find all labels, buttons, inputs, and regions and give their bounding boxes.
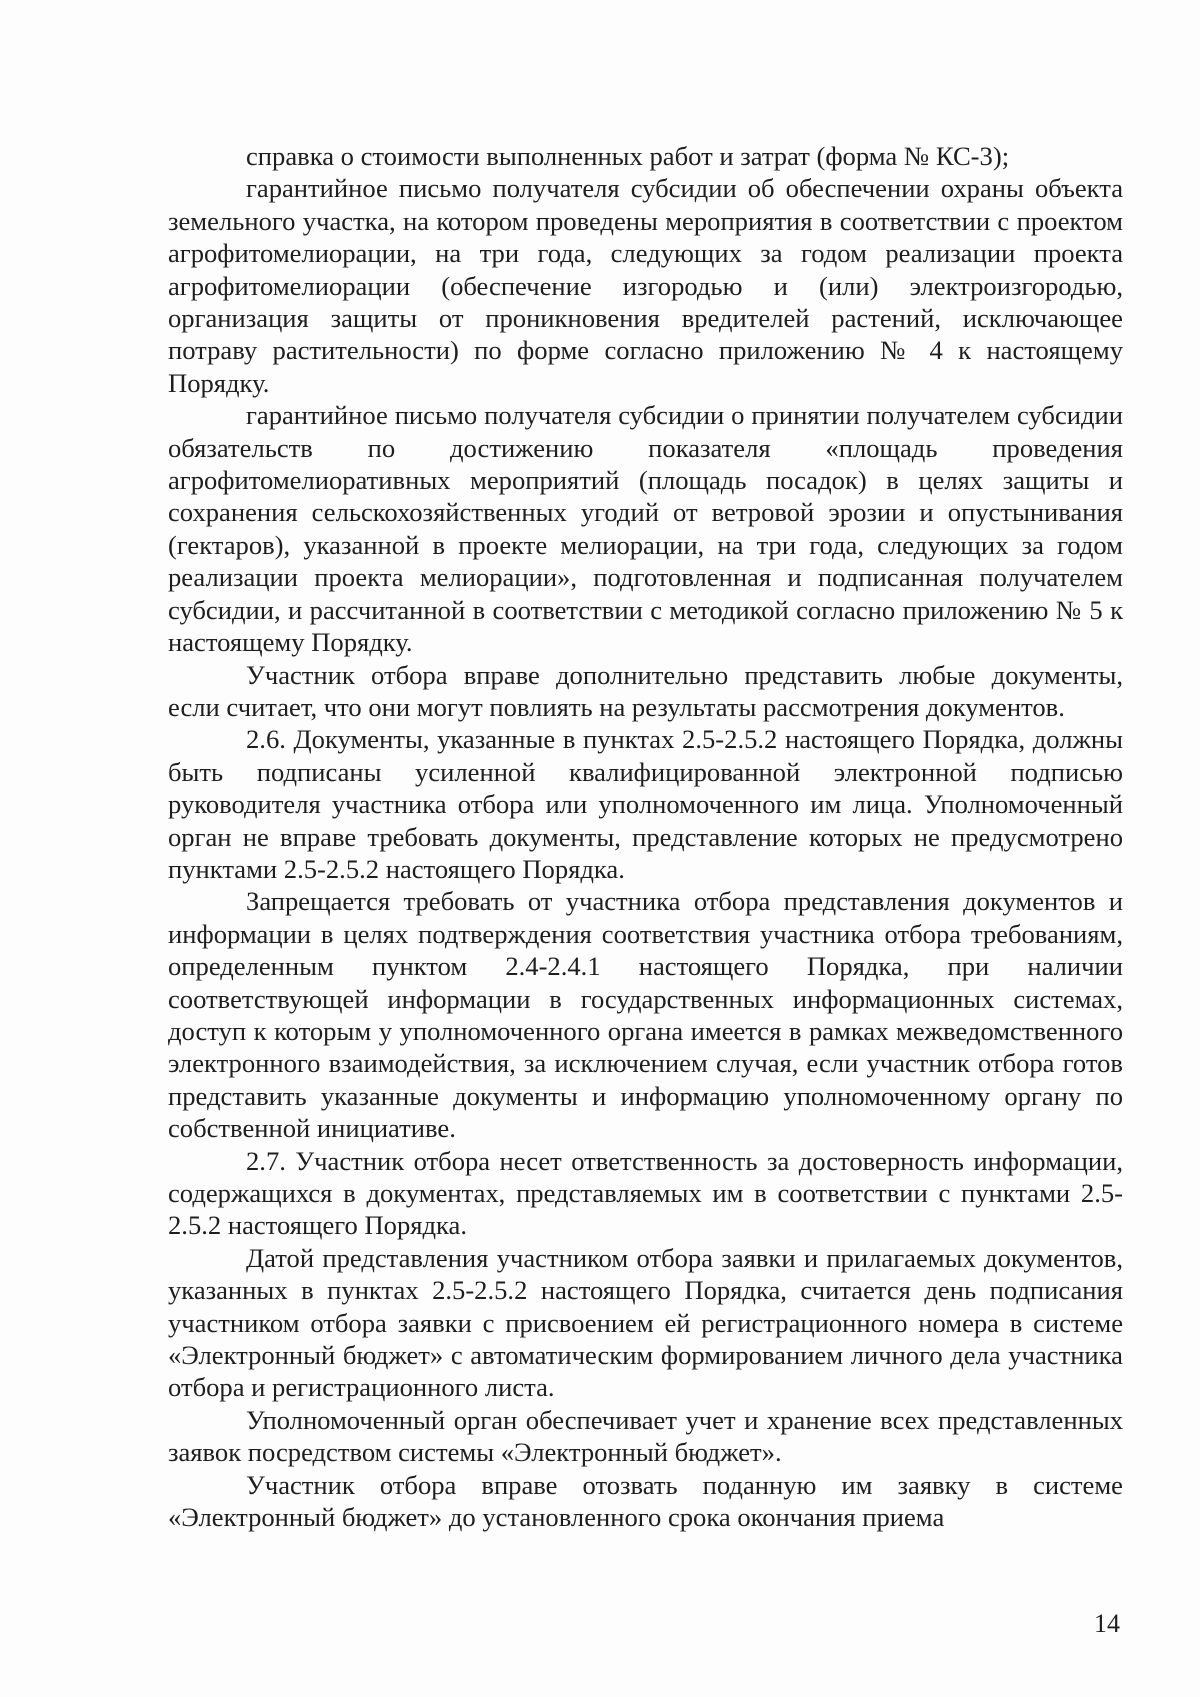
paragraph-prohibition: Запрещается требовать от участника отбора представления документов и информации в целях подтверждения соответствия участника отбора требованиям, определенным пунктом 2.4-2.4.1 настоящего Порядка, при наличии соответствующей информации в государственных информационных системах, доступ к которым у уполномоченного органа имеется в рамках межведомственного электронного взаимодействия, за исключением случая, если участник отбора готов представить указанные документы и информацию уполномоченному органу по собственной инициативе.: [168, 886, 1123, 1144]
paragraph-submission-date: Датой представления участником отбора заявки и прилагаемых документов, указанных в пунктах 2.5-2.5.2 настоящего Порядка, считается день подписания участником отбора заявки с присвоением ей регистрационного номера в системе «Электронный бюджет» с автоматическим формированием личного дела участника отбора и регистрационного листа.: [168, 1242, 1123, 1403]
paragraph-guarantee-letter-protection: гарантийное письмо получателя субсидии об обеспечении охраны объекта земельного участка, на котором проведены мероприятия в соответствии с проектом агрофитомелиорации, на три года, следующих за годом реализации проекта агрофитомелиорации (обеспечение изгородью и (или) электроизгородью, организация защиты от проникновения вредителей растений, исключающее потраву растительности) по форме согласно приложению № 4 к настоящему Порядку.: [168, 173, 1123, 398]
paragraph-withdrawal: Участник отбора вправе отозвать поданную им заявку в системе «Электронный бюджет» до установленного срока окончания приема: [168, 1469, 1123, 1533]
paragraph-section-2-7: 2.7. Участник отбора несет ответственность за достоверность информации, содержащихся в документах, представляемых им в соответствии с пунктами 2.5-2.5.2 настоящего Порядка.: [168, 1145, 1123, 1241]
paragraph-storage: Уполномоченный орган обеспечивает учет и хранение всех представленных заявок посредством системы «Электронный бюджет».: [168, 1404, 1123, 1468]
paragraph-additional-documents: Участник отбора вправе дополнительно представить любые документы, если считает, что они могут повлиять на результаты рассмотрения документов.: [168, 659, 1123, 722]
paragraph-section-2-6: 2.6. Документы, указанные в пунктах 2.5-2.5.2 настоящего Порядка, должны быть подписаны усиленной квалифицированной электронной подписью руководителя участника отбора или уполномоченного им лица. Уполномоченный орган не вправе требовать документы, представление которых не предусмотрено пунктами 2.5-2.5.2 настоящего Порядка.: [168, 724, 1123, 884]
paragraph-guarantee-letter-obligations: гарантийное письмо получателя субсидии о принятии получателем субсидии обязательств по достижению показателя «площадь проведения агрофитомелиоративных мероприятий (площадь посадок) в целях защиты и сохранения сельскохозяйственных угодий от ветровой эрозии и опустынивания (гектаров), указанной в проекте мелиорации, на три года, следующих за годом реализации проекта мелиорации», подготовленная и подписанная получателем субсидии, и рассчитанной в соответствии с методикой согласно приложению № 5 к настоящему Порядку.: [168, 400, 1123, 658]
document-body: [168, 140, 1123, 1533]
paragraph-ks3-certificate: справка о стоимости выполненных работ и затрат (форма № КС-3);: [246, 141, 1010, 171]
page-number: 14: [1094, 1609, 1120, 1638]
